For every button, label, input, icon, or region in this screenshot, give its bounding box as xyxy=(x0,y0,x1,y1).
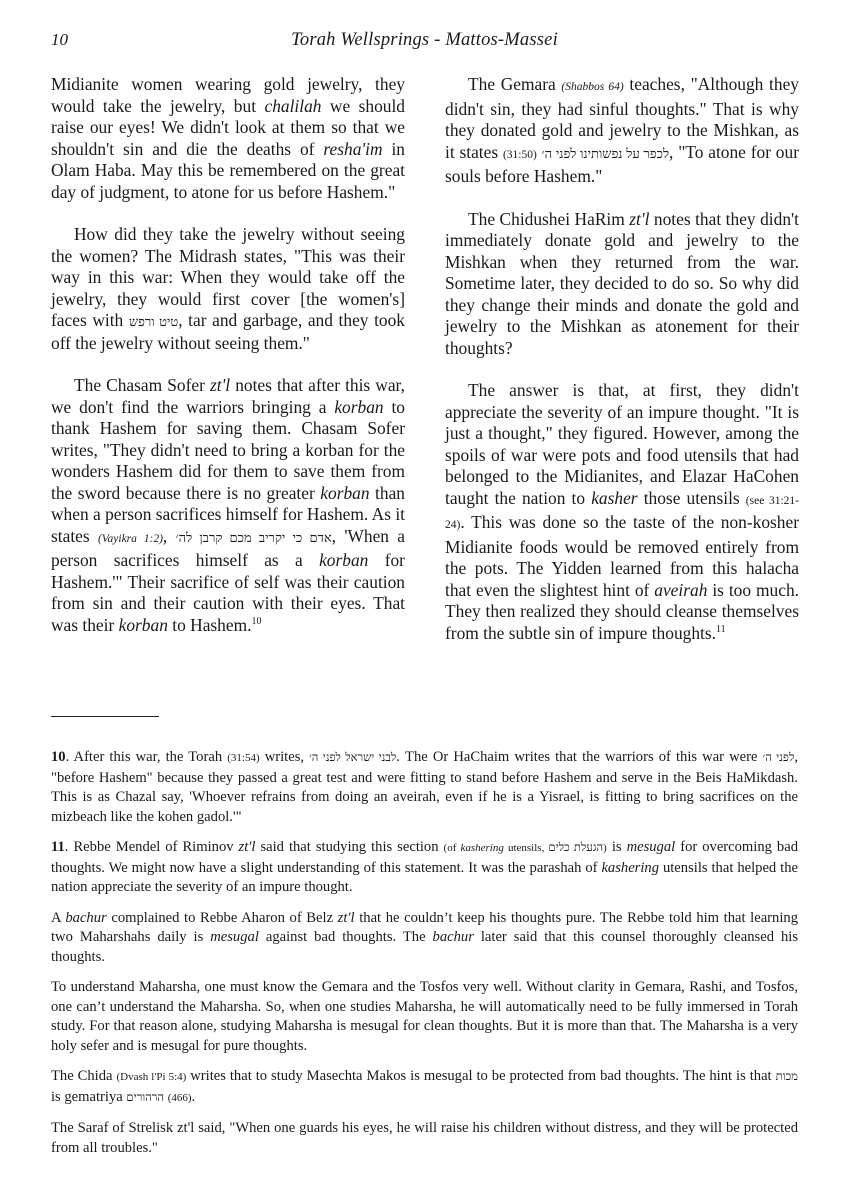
paragraph-continued: Midianite women wearing gold jewelry, they would take the jewelry, but chalilah we should raise our eyes! We didn't look at them so that we shouldn't sin and die the deaths of resha'im in Olam Haba. May this be remembered on the great day of judgment, to atone for us before Hashem." xyxy=(51,74,406,202)
left-column xyxy=(51,74,405,636)
page-number: 10 xyxy=(51,30,68,49)
footnote-paragraph-maharsha: To understand Maharsha, one must know the Gemara and the Tosfos very well. Without clarity in Gemara, Rashi, and Tosfos, one can’t understand the Maharsha. So, when one studies Maharsha, he will automatically need to be fully immersed in Torah study. For that reason alone, studying Maharsha is mesugal for clean thoughts. But it is more than that. The Maharsha is a very holy sefer and is mesugal for pure thoughts. xyxy=(51,979,798,1054)
source-reference: (Shabbos 64) xyxy=(561,81,624,93)
footnote-number: 11 xyxy=(51,839,65,855)
footnote-number: 10 xyxy=(51,749,66,765)
paragraph-chasam-sofer: The Chasam Sofer zt'l notes that after this war, we don't find the warriors bringing a korban to thank Hashem for saving them. Chasam Sofer writes, "They didn't need to bring a korban for the wonders Hashem did for them to save them from the sword because there is no greater korban than when a person sacrifices himself for Hashem. As it states (Vayikra 1:2), אדם כי יקריב מכם קרבן לה׳, 'When a person sacrifices himself as a korban for Hashem.'" Their sacrifice of self was their caution from sin and their caution with their eyes. That was their korban to Hashem.$^{10}$ xyxy=(51,375,406,635)
source-reference: (Vayikra 1:2) xyxy=(97,532,163,545)
running-header xyxy=(51,30,798,56)
footnote-10: 10. After this war, the Torah (31:54) writes, לבני ישראל לפני ה׳. The Or HaChaim writes that the warriors of this war were לפני ה׳, "before Hashem" because they passed a great test and were fitting to stand before Hashem and serve in the Beis HaMikdash. This is as Chazal say, 'Whoever refrains from doing an aveirah, even if he is a Yisrael, is fitting to bring sacrifices on the mizbeach like the kohen gadol.'" xyxy=(51,749,798,825)
paragraph-answer: The answer is that, at first, they didn't appreciate the severity of an impure thought. "It is just a thought," they figured. However, among the spoils of war were pots and food utensils that had belonged to the Midianites, and Elazar HaCohen taught the nation to kasher those utensils (see 31:21-24). This was done so the taste of the non-kosher Midianite foods would be removed entirely from the pots. The Yidden learned from this halacha that even the slightest hint of aveirah is too much. They then realized they should cleanse themselves from the subtle sin of impure thoughts.$^{11}$ xyxy=(445,380,799,643)
source-reference: (see 31:21-24) xyxy=(445,494,799,531)
footnote-marker: 11 xyxy=(715,623,726,635)
hebrew-quote: לפני ה׳ xyxy=(762,752,795,764)
source-reference: (31:50) xyxy=(502,148,537,161)
paragraph-chidushei-harim: The Chidushei HaRim zt'l notes that they didn't immediately donate gold and jewelry to the Mishkan when they returned from the war. Sometime later, they decided to do so. So why did they change their minds and donate the gold and jewelry to the Mishkan as atonement for their thoughts? xyxy=(445,208,799,358)
hebrew-quote: הגעלת כלים xyxy=(548,842,604,854)
footnote-paragraph-bachur: A bachur complained to Rebbe Aharon of Belz zt'l that he couldn’t keep his thoughts pure. The Rebbe told him that learning two Maharshahs daily is mesugal against bad thoughts. The bachur later said that this counsel thoroughly cleansed his thoughts. xyxy=(51,909,798,965)
paragraph-gemara: The Gemara (Shabbos 64) teaches, "Although they didn't sin, they had sinful thoughts." That is why they donated gold and jewelry to the Mishkan, as it states (31:50) לכפר על נפשותינו לפני ה׳, "To atone for our souls before Hashem." xyxy=(445,74,799,186)
footnote-paragraph-chida: The Chida (Dvash l'Pi 5:4) writes that to study Masechta Makos is mesugal to be protected from bad thoughts. The hint is that מכות is gematriya הרהורים (466). xyxy=(51,1068,798,1105)
hebrew-quote: לבני ישראל לפני ה׳ xyxy=(309,752,397,764)
footnote-separator xyxy=(51,716,159,717)
hebrew-word: הרהורים xyxy=(126,1091,165,1104)
right-column xyxy=(445,74,799,644)
footnotes xyxy=(51,748,798,1169)
hebrew-quote: טיט ורפש xyxy=(128,314,179,329)
footnote-11: 11. Rebbe Mendel of Riminov zt'l said that studying this section (of kashering utensils, הגעלת כלים) is mesugal for overcoming bad thoughts. We might now have a slight understanding of this statement. It was the parashah of kashering utensils that helped the nation appreciate the severity of an impure thought. xyxy=(51,839,798,895)
footnote-paragraph-saraf: The Saraf of Strelisk zt'l said, "When one guards his eyes, he will raise his children without distress, and they will be protected from all troubles." xyxy=(51,1120,798,1156)
hebrew-word: מכות xyxy=(775,1071,798,1083)
hebrew-quote: לכפר על נפשותינו לפני ה׳ xyxy=(541,145,670,161)
footnote-marker: 10 xyxy=(251,615,262,627)
running-title: Torah Wellsprings - Mattos-Massei xyxy=(291,30,558,50)
paragraph-midrash: How did they take the jewelry without seeing the women? The Midrash states, "This was their way in this war: When they would take off the jewelry, they would first cover [the women's] faces with טיט ורפש, tar and garbage, and they took off the jewelry without seeing them." xyxy=(51,224,406,353)
hebrew-quote: אדם כי יקריב מכם קרבן לה׳ xyxy=(175,529,332,545)
